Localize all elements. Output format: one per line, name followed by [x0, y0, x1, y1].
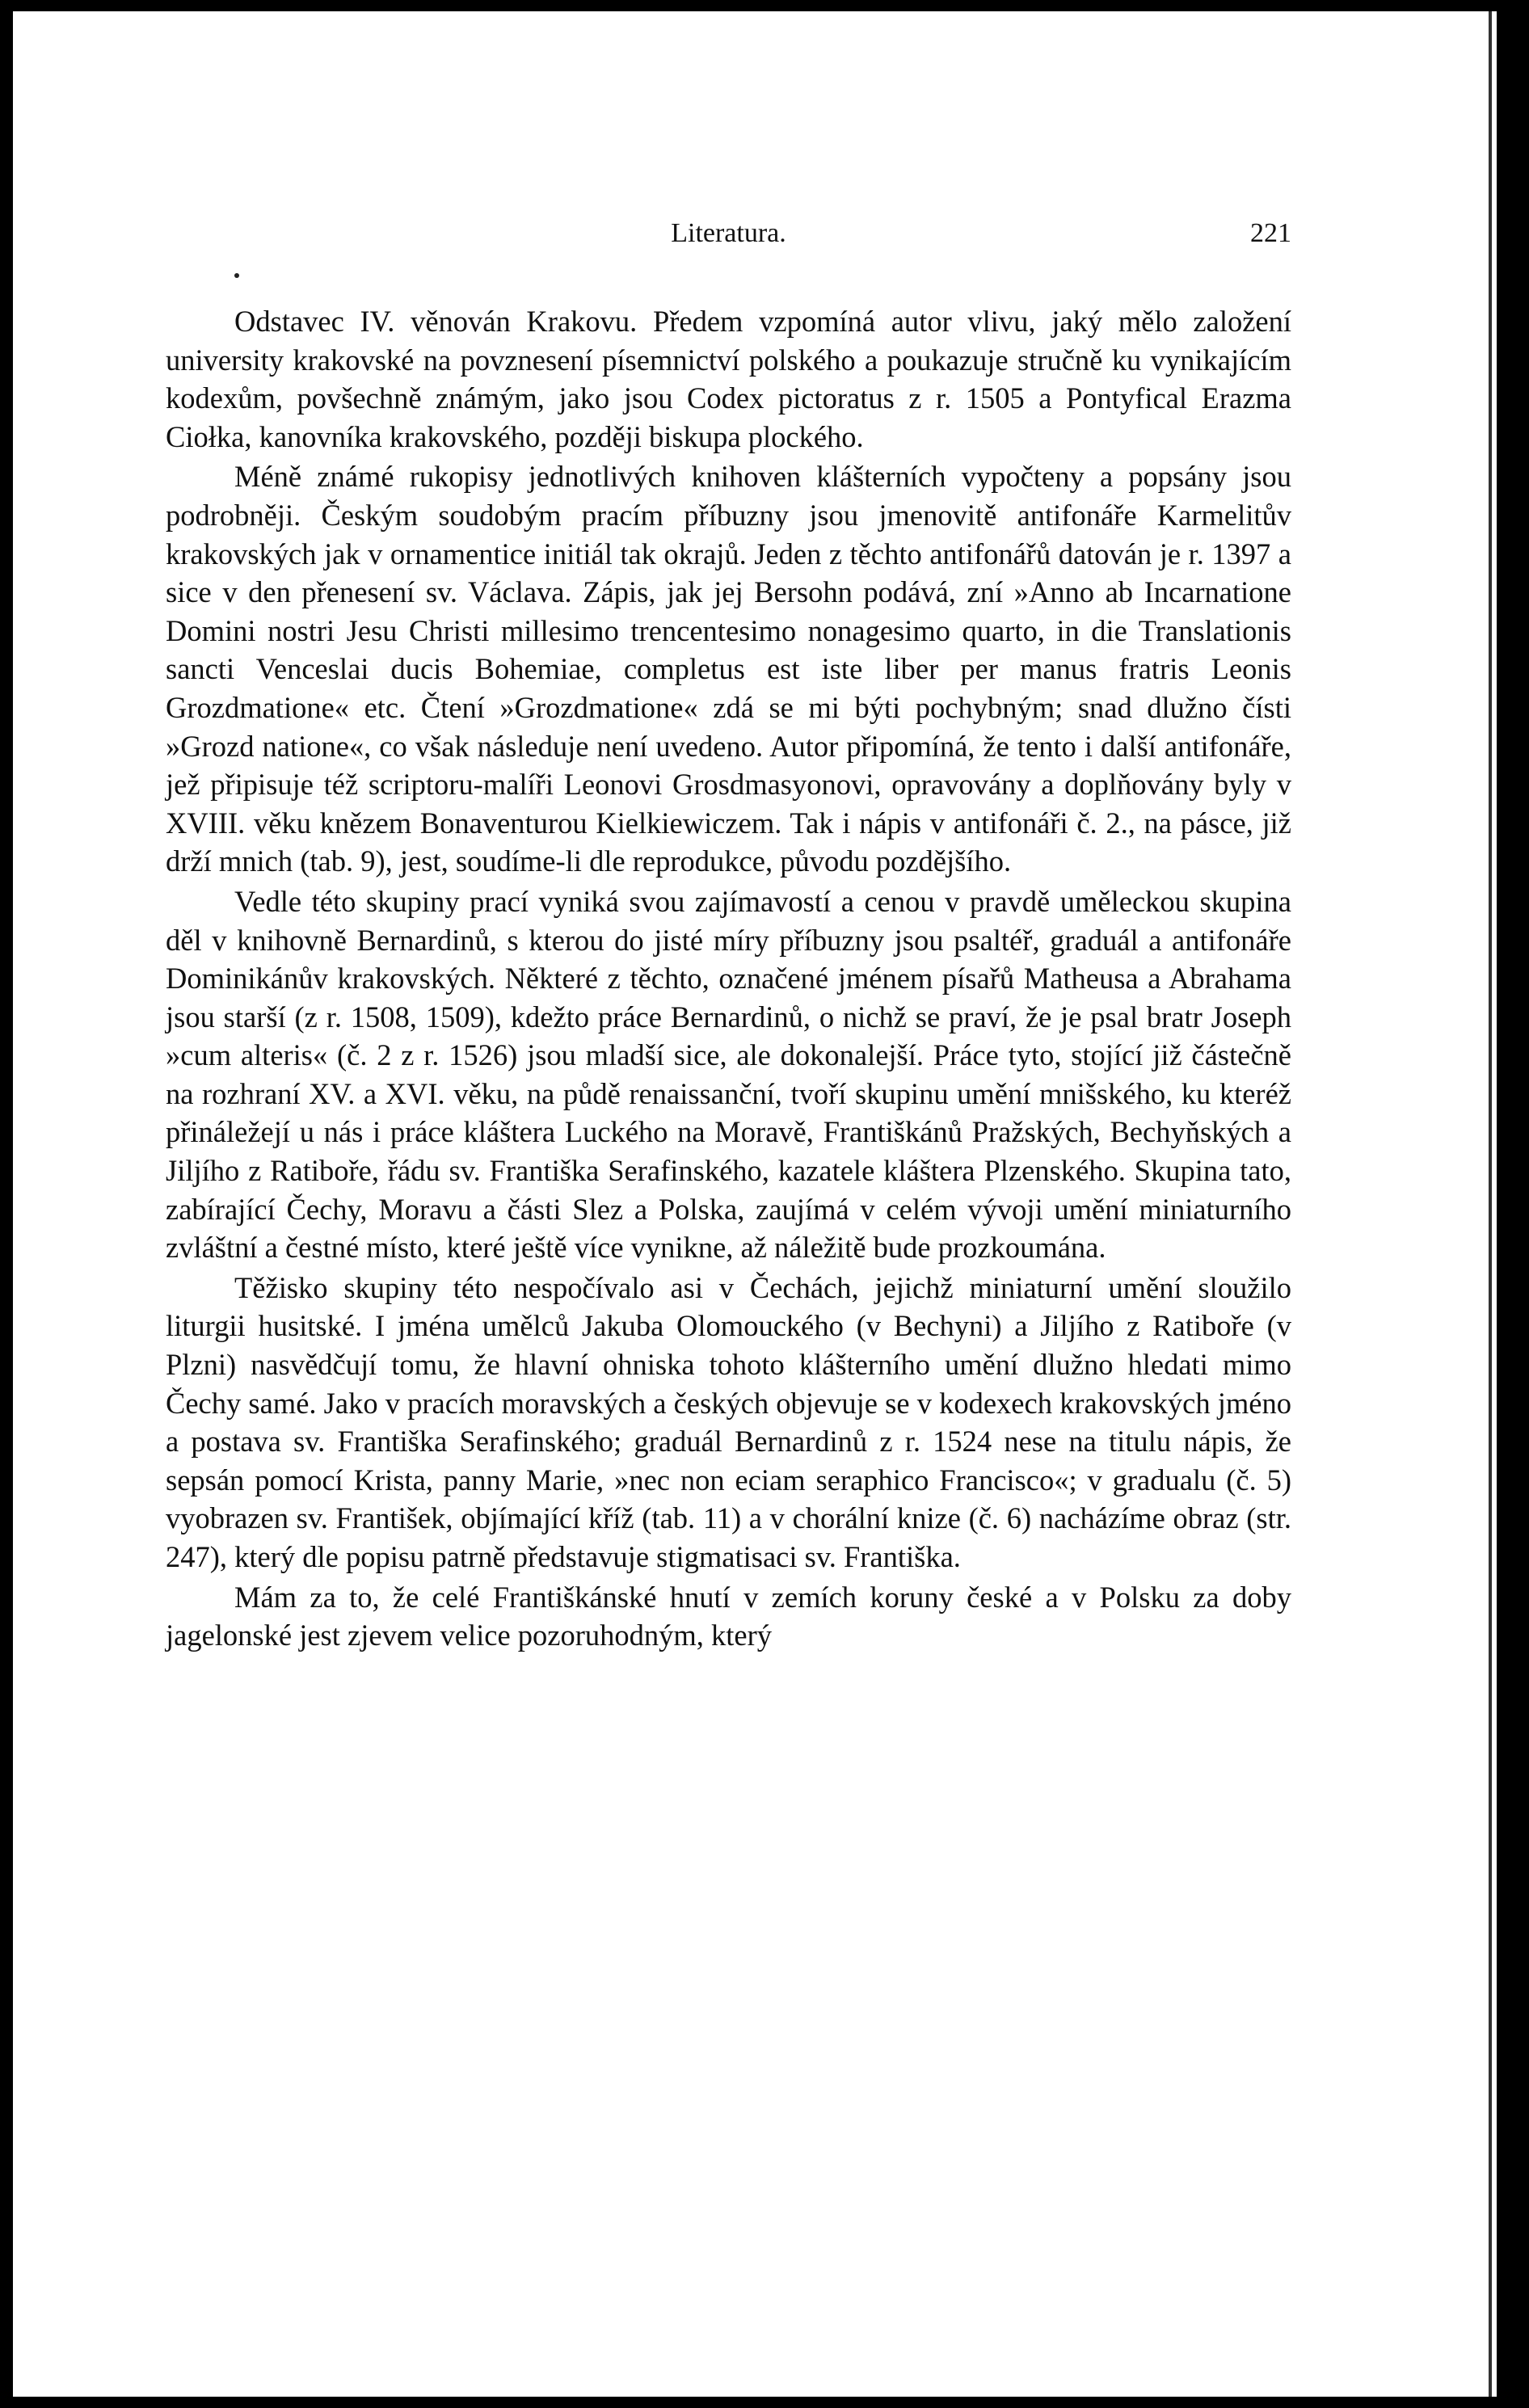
paragraph: Vedle této skupiny prací vyniká svou zajímavostí a cenou v pravdě uměleckou skupina děl v knihovně Bernardinů, s kterou do jisté míry příbuzny jsou psaltéř, graduál a antifonáře Dominikánův krakovských. Některé z těchto, označené jménem písařů Matheusa a Abrahama jsou starší (z r. 1508, 1509), kdežto práce Bernardinů, o nichž se praví, že je psal bratr Joseph »cum alteris« (č. 2 z r. 1526) jsou mladší sice, ale dokonalejší. Práce tyto, stojící již částečně na rozhraní XV. a XVI. věku, na půdě renaissanční, tvoří skupinu umění mnišského, ku kteréž přináležejí u nás i práce kláštera Luckého na Moravě, Františkánů Pražských, Bechyňských a Jiljího z Ratiboře, řádu sv. Františka Serafinského, kazatele kláštera Plzenského. Skupina tato, zabírající Čechy, Moravu a části Slez a Polska, zaujímá v celém vývoji umění miniaturního zvláštní a čestné místo, které ještě více vynikne, až náležitě bude prozkoumána. — [166, 884, 1291, 1265]
running-title: Literatura. — [671, 218, 786, 248]
body-text — [166, 302, 1291, 1655]
page-number: 221 — [1250, 218, 1291, 248]
running-header — [166, 218, 1291, 259]
paragraph: Mám za to, že celé Františkánské hnutí v zemích koruny české a v Polsku za doby jagelonské jest zjevem velice pozoruhodným, který — [166, 1580, 1291, 1652]
paragraph: Těžisko skupiny této nespočívalo asi v Čechách, jejichž miniaturní umění sloužilo liturgii husitské. I jména umělců Jakuba Olomouckého (v Bechyni) a Jiljího z Ratiboře (v Plzni) nasvědčují tomu, že hlavní ohniska tohoto klášterního umění dlužno hledati mimo Čechy samé. Jako v pracích moravských a českých objevuje se v kodexech krakovských jméno a postava sv. Františka Serafinského; graduál Bernardinů z r. 1524 nese na titulu nápis, že sepsán pomocí Krista, panny Marie, »nec non eciam seraphico Francisco«; v gradualu (č. 5) vyobrazen sv. František, objímající kříž (tab. 11) a v chorální knize (č. 6) nacházíme obraz (str. 247), který dle popisu patrně představuje stigmatisaci sv. Františka. — [166, 1270, 1291, 1573]
stray-mark — [234, 273, 239, 278]
page-edge-rule — [1489, 11, 1492, 2397]
paragraph: Odstavec IV. věnován Krakovu. Předem vzpomíná autor vlivu, jaký mělo založení university krakovské na povznesení písemnictví polského a poukazuje stručně ku vynikajícím kodexům, povšechně známým, jako jsou Codex pictoratus z r. 1505 a Pontyfical Erazma Ciołka, kanovníka krakovského, později biskupa plockého. — [166, 305, 1291, 453]
paragraph: Méně známé rukopisy jednotlivých knihoven klášterních vypočteny a popsány jsou podrobněji. Českým soudobým pracím příbuzny jsou jmenovitě antifonáře Karmelitův krakovských jak v ornamentice initiál tak okrajů. Jeden z těchto antifonářů datován je r. 1397 a sice v den přenesení sv. Václava. Zápis, jak jej Bersohn podává, zní »Anno ab Incarnatione Domini nostri Jesu Christi millesimo trencentesimo nonagesimo quarto, in die Translationis sancti Venceslai ducis Bohemiae, completus est iste liber per manus fratris Leonis Grozdmatione« etc. Čtení »Grozdmatione« zdá se mi býti pochybným; snad dlužno čísti »Grozd natione«, co však následuje není uvedeno. Autor připomíná, že tento i další antifonáře, jež připisuje též scriptoru-malíři Leonovi Grosdmasyonovi, opravovány a doplňovány byly v XVIII. věku knězem Bonaventurou Kielkiewiczem. Tak i nápis v antifonáři č. 2., na pásce, již drží mnich (tab. 9), jest, soudíme-li dle reprodukce, původu pozdějšího. — [166, 460, 1291, 878]
